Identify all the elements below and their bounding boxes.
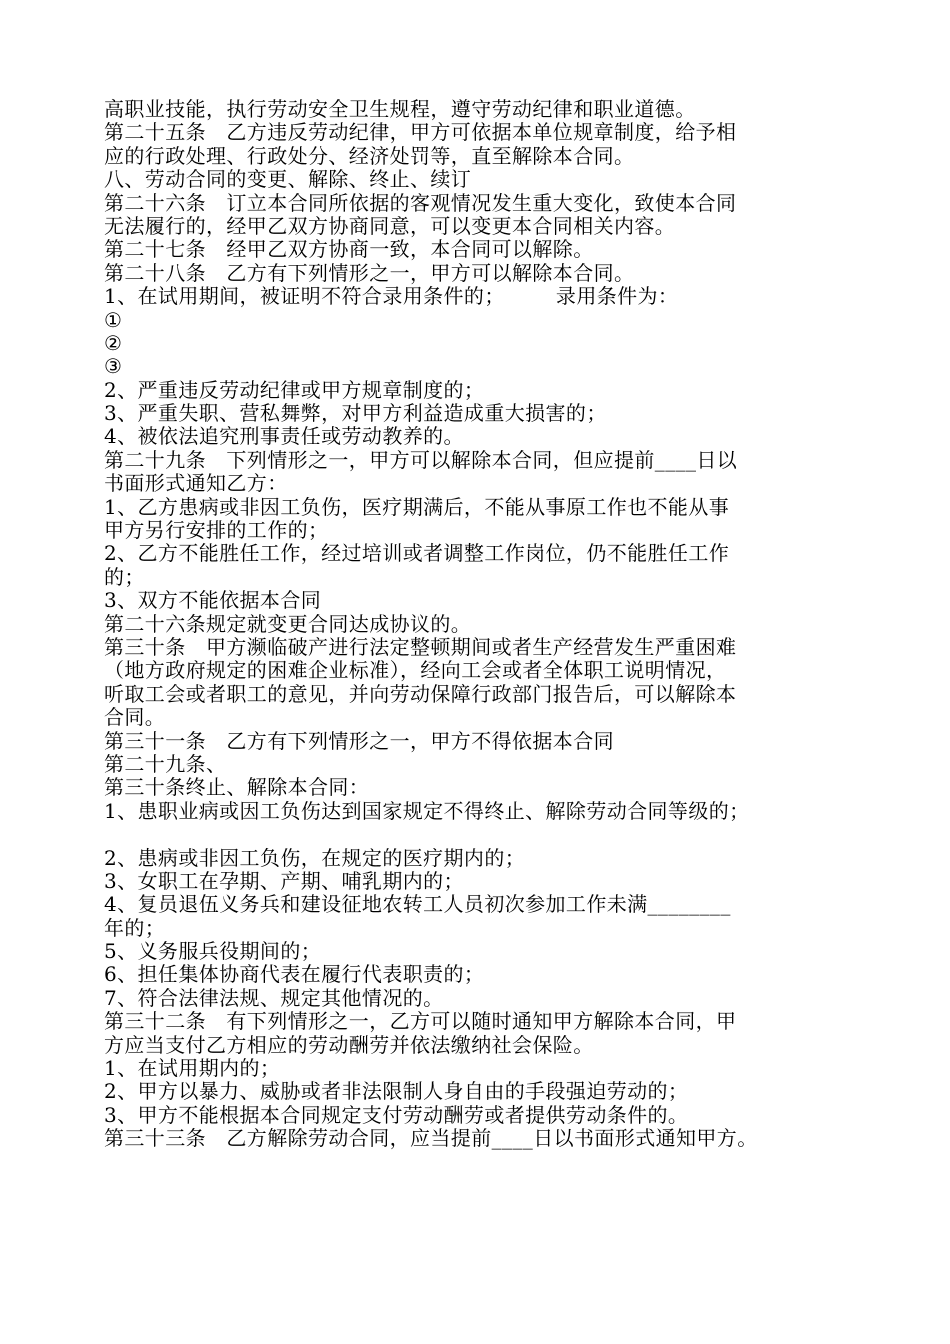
text-line: 2、患病或非因工负伤，在规定的医疗期内的； [104,845,526,870]
text-line: 1、在试用期内的； [104,1056,281,1081]
text-line: 第二十五条 乙方违反劳动纪律，甲方可依据本单位规章制度，给予相 [104,120,737,145]
text-line: 第三十二条 有下列情形之一，乙方可以随时通知甲方解除本合同，甲 [104,1009,737,1034]
text-line: 2、乙方不能胜任工作，经过培训或者调整工作岗位，仍不能胜任工作 [104,541,730,566]
text-line: 第二十九条 下列情形之一，甲方可以解除本合同，但应提前____日以 [104,447,738,472]
text-line: 第三十条 甲方濒临破产进行法定整顿期间或者生产经营发生严重困难 [104,634,737,659]
text-line: 的； [104,564,145,589]
text-line: 7、符合法律法规、规定其他情况的。 [104,985,444,1010]
text-line: 应的行政处理、行政处分、经济处罚等，直至解除本合同。 [104,143,635,168]
text-line: 方应当支付乙方相应的劳动酬劳并依法缴纳社会保险。 [104,1032,594,1057]
text-line: 第三十三条 乙方解除劳动合同，应当提前____日以书面形式通知甲方。 [104,1126,758,1151]
text-line: （地方政府规定的困难企业标准），经向工会或者全体职工说明情况， [104,658,727,683]
text-line: 第二十九条、 [104,751,227,776]
text-line: 书面形式通知乙方： [104,471,288,496]
section-heading: 八、劳动合同的变更、解除、终止、续订 [104,167,472,192]
text-line: 2、严重违反劳动纪律或甲方规章制度的； [104,377,485,402]
text-line: 6、担任集体协商代表在履行代表职责的； [104,962,485,987]
text-line: 第二十六条规定就变更合同达成协议的。 [104,611,472,636]
text-line: 3、严重失职、营私舞弊，对甲方利益造成重大损害的； [104,401,607,426]
blank-line [104,823,864,846]
circled-item-1: ① [104,307,123,332]
text-line: 合同。 [104,705,166,730]
text-line: 无法履行的，经甲乙双方协商同意，可以变更本合同相关内容。 [104,213,676,238]
text-line: 4、复员退伍义务兵和建设征地农转工人员初次参加工作未满________ [104,892,731,917]
text-line: 3、女职工在孕期、产期、哺乳期内的； [104,868,464,893]
text-line: 第二十六条 订立本合同所依据的客观情况发生重大变化，致使本合同 [104,190,737,215]
text-line: 1、乙方患病或非因工负伤，医疗期满后，不能从事原工作也不能从事 [104,494,730,519]
text-line: 听取工会或者职工的意见，并向劳动保障行政部门报告后，可以解除本 [104,681,737,706]
text-line: 4、被依法追究刑事责任或劳动教养的。 [104,424,464,449]
text-line: 2、甲方以暴力、威胁或者非法限制人身自由的手段强迫劳动的； [104,1079,689,1104]
circled-item-3: ③ [104,354,123,379]
circled-item-2: ② [104,330,123,355]
text-line: 1、患职业病或因工负伤达到国家规定不得终止、解除劳动合同等级的； [104,798,750,823]
contract-text-page [104,98,864,1151]
text-line: 5、义务服兵役期间的； [104,939,322,964]
text-line: 高职业技能，执行劳动安全卫生规程，遵守劳动纪律和职业道德。 [104,97,696,121]
text-line: 第三十一条 乙方有下列情形之一，甲方不得依据本合同 [104,728,614,753]
text-line: 第三十条终止、解除本合同： [104,775,370,800]
text-line: 第二十八条 乙方有下列情形之一，甲方可以解除本合同。 [104,260,635,285]
text-line: 3、甲方不能根据本合同规定支付劳动酬劳或者提供劳动条件的。 [104,1102,689,1127]
text-line: 年的； [104,915,166,940]
text-line: 3、双方不能依据本合同 [104,588,322,613]
text-line: 第二十七条 经甲乙双方协商一致，本合同可以解除。 [104,237,594,262]
text-line: 甲方另行安排的工作的； [104,518,329,543]
text-line: 1、在试用期间，被证明不符合录用条件的； 录用条件为： [104,284,679,309]
